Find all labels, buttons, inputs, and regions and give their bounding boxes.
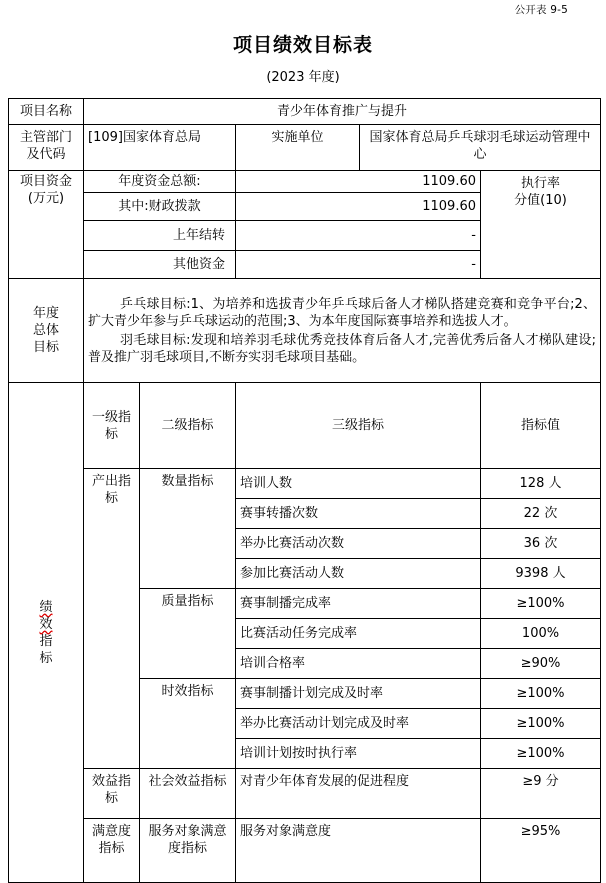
quality-indicators-label: 质量指标 [140,589,236,679]
timeliness-indicators-label: 时效指标 [140,679,236,769]
indicator-value: ≥9 分 [481,769,601,819]
indicator-value: ≥95% [481,819,601,883]
indicator-name: 比赛活动任务完成率 [236,619,481,649]
indicator-value: ≥100% [481,709,601,739]
annual-goals-text [84,279,601,383]
performance-goal-table [8,98,601,883]
project-name-label: 项目名称 [9,99,84,125]
indicator-name: 赛事制播完成率 [236,589,481,619]
indicator-value: ≥100% [481,739,601,769]
indicator-value: ≥100% [481,679,601,709]
other-funds-label: 其他资金 [84,251,236,279]
indicator-value: 36 次 [481,529,601,559]
indicator-name: 赛事转播次数 [236,499,481,529]
department-label: 主管部门 及代码 [9,125,84,171]
indicator-name: 对青少年体育发展的促进程度 [236,769,481,819]
benefit-indicators-label: 效益指标 [84,769,140,819]
fiscal-funds-label: 其中:财政拨款 [84,193,236,221]
implementing-unit-label: 实施单位 [236,125,360,171]
value-header: 指标值 [481,383,601,469]
level1-header: 一级指标 [84,383,140,469]
department-value: [109]国家体育总局 [84,125,236,171]
indicator-name: 服务对象满意度 [236,819,481,883]
annual-goals-label: 年度 总体 目标 [9,279,84,383]
indicator-name: 举办比赛活动计划完成及时率 [236,709,481,739]
indicator-name: 赛事制播计划完成及时率 [236,679,481,709]
indicator-name: 培训计划按时执行率 [236,739,481,769]
pingpong-goal: 乒乓球目标:1、为培养和选拔青少年乒乓球后备人才梯队搭建竞赛和竞争平台;2、扩大青少年参与乒乓球运动的范围;3、为本年度国际赛事培养和选拔人才。 [88,296,597,329]
service-satisfaction-label: 服务对象满意度指标 [140,819,236,883]
output-indicators-label: 产出指标 [84,469,140,769]
indicator-name: 举办比赛活动次数 [236,529,481,559]
execution-rate-cell: 执行率 分值(10) [481,171,601,279]
level3-header: 三级指标 [236,383,481,469]
fiscal-year: (2023 年度) [266,70,340,85]
carryover-label: 上年结转 [84,221,236,251]
implementing-unit-value: 国家体育总局乒乓球羽毛球运动管理中心 [360,125,601,171]
carryover-value: - [236,221,481,251]
level2-header: 二级指标 [140,383,236,469]
funds-label: 项目资金 (万元) [9,171,84,279]
indicator-name: 培训人数 [236,469,481,499]
indicator-value: 22 次 [481,499,601,529]
total-funds-label: 年度资金总额: [84,171,236,193]
indicator-value: 100% [481,619,601,649]
form-number-tag: 公开表 9-5 [514,4,568,16]
indicator-name: 培训合格率 [236,649,481,679]
badminton-goal: 羽毛球目标:发现和培养羽毛球优秀竞技体育后备人才,完善优秀后备人才梯队建设;普及推广羽毛球项目,不断夯实羽毛球项目基础。 [88,332,597,365]
performance-indicators-label: 绩 效 指 标 [9,383,84,883]
social-benefit-label: 社会效益指标 [140,769,236,819]
indicator-value: 128 人 [481,469,601,499]
quantity-indicators-label: 数量指标 [140,469,236,589]
satisfaction-indicators-label: 满意度指标 [84,819,140,883]
other-funds-value: - [236,251,481,279]
total-funds-value: 1109.60 [236,171,481,193]
indicator-value: 9398 人 [481,559,601,589]
indicator-name: 参加比赛活动人数 [236,559,481,589]
project-name: 青少年体育推广与提升 [84,99,601,125]
fiscal-funds-value: 1109.60 [236,193,481,221]
indicator-value: ≥90% [481,649,601,679]
page-title: 项目绩效目标表 [232,34,373,56]
indicator-value: ≥100% [481,589,601,619]
